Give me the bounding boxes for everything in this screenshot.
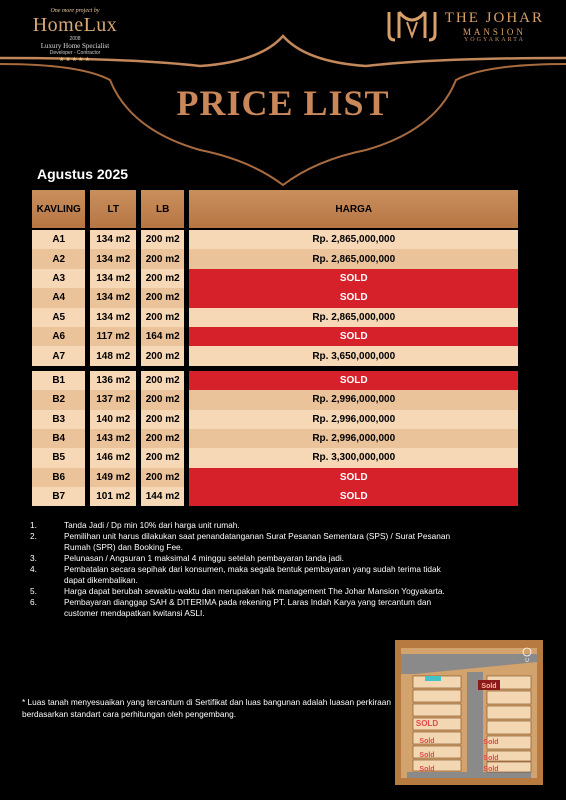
- term-text: Pembayaran dianggap SAH & DITERIMA pada rekening PT. Laras Indah Karya yang tercantum dan customer mendapatkan kwitansi ASLI.: [64, 597, 432, 618]
- map-sold-label: Sold: [419, 752, 435, 759]
- terms-list: [30, 520, 460, 619]
- lt-cell: 149 m2: [90, 468, 136, 487]
- term-number: 2.: [30, 531, 37, 541]
- lt-cell: 134 m2: [90, 308, 136, 327]
- homelux-logo: [20, 8, 130, 63]
- map-sold-label: Sold: [419, 738, 435, 745]
- term-item: [30, 553, 460, 564]
- kavling-cell: A1: [32, 230, 85, 249]
- kavling-cell: A6: [32, 327, 85, 346]
- term-item: [30, 531, 460, 553]
- lb-cell: 200 m2: [141, 269, 185, 288]
- harga-cell: Rp. 2,865,000,000: [189, 249, 518, 268]
- term-number: 3.: [30, 553, 37, 563]
- harga-cell: SOLD: [189, 468, 518, 487]
- lt-cell: 134 m2: [90, 288, 136, 307]
- lt-cell: 136 m2: [90, 371, 136, 390]
- header: [0, 0, 566, 190]
- homelux-specialist: Luxury Home Specialist: [40, 42, 110, 50]
- harga-cell: Rp. 2,996,000,000: [189, 410, 518, 429]
- lb-cell: 200 m2: [141, 429, 185, 448]
- table-row: [32, 371, 518, 390]
- kavling-cell: B5: [32, 448, 85, 467]
- lb-cell: 200 m2: [141, 230, 185, 249]
- homelux-subline: Developer - Contractor: [49, 50, 101, 56]
- table-row: [32, 410, 518, 429]
- lt-cell: 134 m2: [90, 230, 136, 249]
- table-row: [32, 468, 518, 487]
- harga-cell: SOLD: [189, 288, 518, 307]
- harga-cell: Rp. 2,996,000,000: [189, 390, 518, 409]
- lt-cell: 134 m2: [90, 269, 136, 288]
- harga-cell: Rp. 3,650,000,000: [189, 346, 518, 365]
- header-kavling: KAVLING: [32, 190, 85, 228]
- lt-cell: 137 m2: [90, 390, 136, 409]
- footnote: * Luas tanah menyesuaikan yang tercantum di Sertifikat dan luas bangunan adalah luasan perkiraan berdasarkan standart cara perhitungan oleh pengembang.: [22, 697, 391, 719]
- svg-text:U: U: [525, 658, 529, 664]
- kavling-cell: B1: [32, 371, 85, 390]
- term-text: Pemilihan unit harus dilakukan saat penandatanganan Surat Pesanan Sementara (SPS) / Surat Pesanan Rumah (SPR) dan Booking Fee.: [64, 531, 451, 552]
- kavling-cell: A3: [32, 269, 85, 288]
- table-header: [32, 190, 518, 228]
- table-row: [32, 390, 518, 409]
- group-b-rows: [32, 371, 518, 507]
- table-row: [32, 288, 518, 307]
- lt-cell: 146 m2: [90, 448, 136, 467]
- table-row: [32, 346, 518, 365]
- kavling-cell: B4: [32, 429, 85, 448]
- harga-cell: Rp. 3,300,000,000: [189, 448, 518, 467]
- lb-cell: 144 m2: [141, 487, 185, 506]
- term-text: Pelunasan / Angsuran 1 maksimal 4 minggu setelah pembayaran tanda jadi.: [64, 553, 344, 563]
- lb-cell: 200 m2: [141, 448, 185, 467]
- johar-line2: MANSION: [462, 26, 526, 37]
- table-row: [32, 487, 518, 506]
- table-row: [32, 249, 518, 268]
- homelux-tagline: One more project by: [50, 8, 100, 14]
- lb-cell: 200 m2: [141, 308, 185, 327]
- lt-cell: 101 m2: [90, 487, 136, 506]
- lt-cell: 148 m2: [90, 346, 136, 365]
- lb-cell: 200 m2: [141, 288, 185, 307]
- homelux-stars: ★★★★★: [59, 57, 91, 63]
- kavling-cell: B3: [32, 410, 85, 429]
- map-sold-label: Sold: [483, 755, 499, 762]
- header-harga: HARGA: [189, 190, 518, 228]
- johar-monogram-icon: [385, 8, 439, 44]
- harga-cell: SOLD: [189, 327, 518, 346]
- map-sold-label: Sold: [483, 739, 499, 746]
- table-row: [32, 429, 518, 448]
- kavling-cell: B2: [32, 390, 85, 409]
- header-lt: LT: [90, 190, 136, 228]
- lt-cell: 143 m2: [90, 429, 136, 448]
- term-item: [30, 597, 460, 619]
- kavling-cell: B6: [32, 468, 85, 487]
- table-row: [32, 269, 518, 288]
- price-table: [32, 190, 518, 506]
- lb-cell: 200 m2: [141, 346, 185, 365]
- harga-cell: Rp. 2,865,000,000: [189, 230, 518, 249]
- term-text: Pembatalan secara sepihak dari konsumen, maka segala bentuk pembayaran yang sudah terima tidak dapat dikembalikan.: [64, 564, 441, 585]
- map-sold-label: Sold: [419, 766, 435, 773]
- kavling-cell: A5: [32, 308, 85, 327]
- term-number: 1.: [30, 520, 37, 530]
- johar-line3: YOGYAKARTA: [463, 36, 525, 43]
- harga-cell: Rp. 2,996,000,000: [189, 429, 518, 448]
- term-text: Harga dapat berubah sewaktu-waktu dan merupakan hak management The Johar Mansion Yogyakarta.: [64, 586, 445, 596]
- harga-cell: SOLD: [189, 487, 518, 506]
- table-row: [32, 308, 518, 327]
- lb-cell: 200 m2: [141, 371, 185, 390]
- table-row: [32, 327, 518, 346]
- map-sold-label: Sold: [481, 683, 497, 690]
- lb-cell: 200 m2: [141, 249, 185, 268]
- lt-cell: 117 m2: [90, 327, 136, 346]
- kavling-cell: A7: [32, 346, 85, 365]
- lb-cell: 200 m2: [141, 410, 185, 429]
- lt-cell: 134 m2: [90, 249, 136, 268]
- map-sold-label: Sold: [483, 766, 499, 773]
- map-sold-label: SOLD: [415, 719, 439, 728]
- page-title: PRICE LIST: [176, 83, 390, 123]
- site-plan-map: [395, 640, 543, 785]
- term-number: 5.: [30, 586, 37, 596]
- harga-cell: SOLD: [189, 371, 518, 390]
- lb-cell: 200 m2: [141, 390, 185, 409]
- harga-cell: Rp. 2,865,000,000: [189, 308, 518, 327]
- kavling-cell: A2: [32, 249, 85, 268]
- johar-logo: [385, 8, 544, 44]
- group-a-rows: [32, 230, 518, 366]
- lt-cell: 140 m2: [90, 410, 136, 429]
- term-item: [30, 586, 460, 597]
- term-number: 6.: [30, 597, 37, 607]
- lb-cell: 164 m2: [141, 327, 185, 346]
- kavling-cell: B7: [32, 487, 85, 506]
- kavling-cell: A4: [32, 288, 85, 307]
- table-row: [32, 448, 518, 467]
- term-text: Tanda Jadi / Dp min 10% dari harga unit rumah.: [64, 520, 240, 530]
- table-row: [32, 230, 518, 249]
- header-lb: LB: [141, 190, 185, 228]
- homelux-name: HomeLux: [32, 14, 118, 36]
- johar-line1: THE JOHAR: [444, 9, 544, 26]
- harga-cell: SOLD: [189, 269, 518, 288]
- term-item: [30, 564, 460, 586]
- term-item: [30, 520, 460, 531]
- price-period: Agustus 2025: [37, 166, 129, 182]
- term-number: 4.: [30, 564, 37, 574]
- homelux-since: 2008: [69, 36, 81, 42]
- lb-cell: 200 m2: [141, 468, 185, 487]
